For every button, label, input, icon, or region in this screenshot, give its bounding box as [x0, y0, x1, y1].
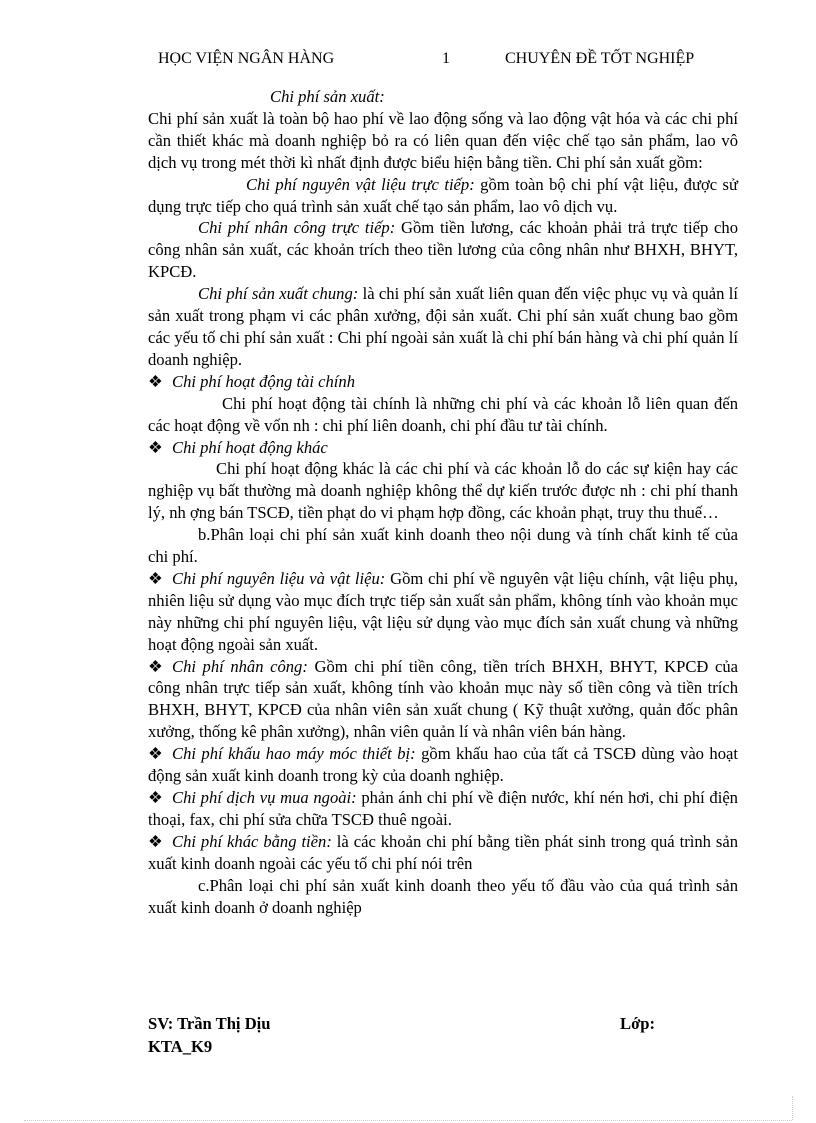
term-depreciation: Chi phí khấu hao máy móc thiết bị: [172, 744, 416, 764]
heading-other-cost-text: Chi phí hoạt động khác [172, 437, 328, 457]
paragraph-direct-labor [148, 217, 738, 283]
term-overhead: Chi phí sản xuất chung: [198, 284, 359, 304]
section-c-heading: c.Phân loại chi phí sản xuất kinh doanh theo yếu tố đầu vào của quá trình sản xuất kinh doanh ở doanh nghiệp [148, 875, 738, 917]
heading-financial-cost [148, 371, 738, 393]
diamond-bullet-icon: ❖ [148, 437, 163, 457]
page-number: 1 [442, 50, 450, 67]
page-border-bottom [24, 1120, 792, 1121]
paragraph-other-cost: Chi phí hoạt động khác là các chi phí và các khoản lỗ do các sự kiện hay các nghiệp vụ bất thường mà doanh nghiệp không thể dự kiến trước được nh : chi phí thanh lý, nh ợng bán TSCĐ, tiền phạt do vi phạm hợp đồng, các khoản phạt, truy thu thuế… [148, 459, 738, 523]
term-direct-labor: Chi phí nhân công trực tiếp: [198, 218, 396, 238]
text-overhead: là chi phí sản xuất liên quan đến việc phục vụ và quản lí sản xuất trong phạm vi các phân xưởng, đội sản xuất. Chi phí sản xuất chung bao gồm các yếu tố chi phí sản xuất : Chi phí ngoài sản xuất là chi phí bán hàng và chi phí quản lí doanh nghiệp. [148, 284, 738, 369]
paragraph-direct-material [148, 174, 738, 218]
diamond-bullet-icon: ❖ [148, 744, 163, 764]
text-materials: Gồm chi phí về nguyên vật liệu chính, vật liệu phụ, nhiên liệu sử dụng vào mục đích trực tiếp sản xuất sản phẩm, không tính vào khoản mục này những chi phí nguyên liệu, vật liệu sử dụng vào mục đích sản xuất chung và những hoạt động ngoài sản xuất. [148, 568, 738, 654]
term-labor: Chi phí nhân công: [172, 656, 308, 676]
diamond-bullet-icon: ❖ [148, 788, 163, 807]
paragraph-production-cost: Chi phí sản xuất là toàn bộ hao phí về lao động sống và lao động vật hóa và các chi phí cần thiết khác mà doanh nghiệp bỏ ra có liên quan đến việc chế tạo sản phẩm, lao vô dịch vụ trong mét thời kì nhất định được biểu hiện bằng tiền. Chi phí sản xuất gồm: [148, 108, 738, 172]
class-code: KTA_K9 [148, 1037, 213, 1056]
text-other-cash: là các khoản chi phí bằng tiền phát sinh trong quá trình sản xuất kinh doanh ngoài các yếu tố chi phí nói trên [148, 831, 738, 873]
class-label: Lớp: [620, 1014, 656, 1033]
header-thesis-title: CHUYÊN ĐỀ TỐT NGHIỆP [505, 50, 695, 67]
student-name: SV: Trần Thị Dịu [148, 1014, 271, 1033]
header-institution: HỌC VIỆN NGÂN HÀNG [158, 50, 335, 67]
document-body [148, 86, 738, 918]
diamond-bullet-icon: ❖ [148, 656, 163, 676]
paragraph-overhead [148, 283, 738, 371]
bullet-outsourced-services [148, 787, 738, 831]
diamond-bullet-icon: ❖ [148, 568, 163, 588]
term-materials: Chi phí nguyên liệu và vật liệu: [172, 568, 386, 588]
bullet-materials [148, 568, 738, 656]
heading-financial-cost-text: Chi phí hoạt động tài chính [172, 371, 355, 391]
text-labor: Gồm chi phí tiền công, tiền trích BHXH, BHYT, KPCĐ của công nhân trực tiếp sản xuất, không tính vào khoản mục này số tiền công và tiền trích BHXH, BHYT, KPCĐ của nhân viên sản xuất chung ( Kỹ thuật xưởng, quản đốc phân xưởng, thống kê phân xưởng), nhân viên quản lí và nhân viên bán hàng. [148, 656, 739, 742]
bullet-other-cash [148, 831, 738, 875]
text-direct-labor: Gồm tiền lương, các khoản phải trả trực tiếp cho công nhân sản xuất, các khoản trích theo tiền lương của công nhân như BHXH, BHYT, KPCĐ. [148, 218, 738, 282]
section-b-heading: b.Phân loại chi phí sản xuất kinh doanh theo nội dung và tính chất kinh tế của chi phí. [148, 525, 738, 567]
text-outsourced-services: phản ánh chi phí về điện nước, khí nén hơi, chi phí điện thoại, fax, chi phí sửa chữa TSCĐ thuê ngoài. [148, 788, 738, 829]
term-outsourced-services: Chi phí dịch vụ mua ngoài: [172, 788, 357, 807]
diamond-bullet-icon: ❖ [148, 831, 163, 851]
diamond-bullet-icon: ❖ [148, 371, 163, 391]
heading-production-cost: Chi phí sản xuất: [270, 87, 385, 106]
term-direct-material: Chi phí nguyên vật liệu trực tiếp: [246, 174, 475, 194]
page-border-corner [792, 1096, 793, 1120]
heading-other-cost [148, 437, 738, 459]
text-depreciation: gồm khấu hao của tất cả TSCĐ dùng vào hoạt động sản xuất kinh doanh trong kỳ của doanh nghiệp. [148, 744, 738, 786]
bullet-labor [148, 656, 738, 744]
paragraph-financial-cost: Chi phí hoạt động tài chính là những chi phí và các khoản lỗ liên quan đến các hoạt động về vốn nh : chi phí liên doanh, chi phí đầu tư tài chính. [148, 393, 738, 435]
bullet-depreciation [148, 743, 738, 787]
page-footer [148, 1012, 738, 1058]
term-other-cash: Chi phí khác bằng tiền: [172, 831, 332, 851]
text-direct-material: gồm toàn bộ chi phí vật liệu, được sử dụng trực tiếp cho quá trình sản xuất chế tạo sản phẩm, lao vô dịch vụ. [148, 174, 738, 216]
page-header [0, 50, 816, 72]
